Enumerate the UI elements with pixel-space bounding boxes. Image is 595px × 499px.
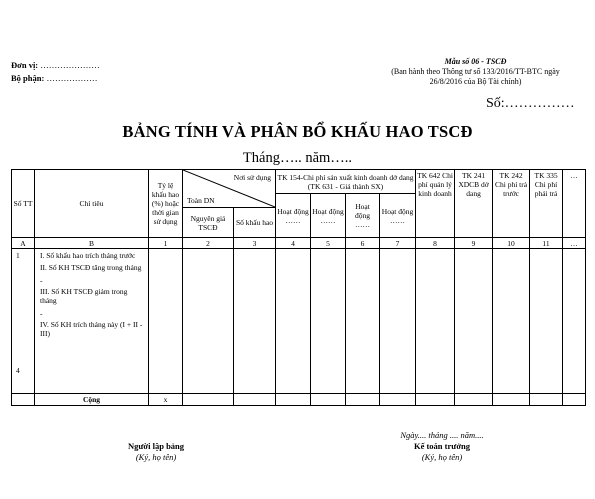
col-code: 9 [455,238,493,249]
col-code: A [12,238,35,249]
col-code: B [35,238,149,249]
table-cell [530,394,563,406]
row-numbers [12,249,35,394]
table-cell [493,249,530,394]
header-hoat-dong-2: Hoạt động …… [311,194,346,238]
table-cell [12,394,35,406]
table-cell [346,249,380,394]
header-ty-le: Tỷ lệ khấu hao (%) hoặc thời gian sử dụng [149,170,183,238]
accountant-signature [372,430,512,463]
col-code: 8 [416,238,455,249]
row-number-1: 1 [16,251,20,260]
header-tk242: TK 242 Chi phí trả trước [493,170,530,238]
table-cell [149,249,183,394]
table-cell [455,394,493,406]
col-code: 2 [183,238,234,249]
header-tk335: TK 335 Chi phí phải trả [530,170,563,238]
preparer-signature [96,441,216,463]
table-cell [380,249,416,394]
col-code: 4 [276,238,311,249]
form-note-1: (Ban hành theo Thông tư số 133/2016/TT-BTC ngày [391,67,560,76]
col-code: 1 [149,238,183,249]
unit-dots: ………………… [38,60,100,70]
col-code: 5 [311,238,346,249]
row-number-4: 4 [16,366,20,375]
table-cell [183,249,234,394]
form-info [368,57,583,87]
table-cell [346,394,380,406]
row-dash: - [40,276,43,285]
column-code-row [12,238,586,249]
row-item-1: I. Số khấu hao trích tháng trước [40,251,136,260]
table-cell [276,394,311,406]
table-cell [183,394,234,406]
depreciation-table [11,169,586,406]
form-note-2: 26/8/2016 của Bộ Tài chính) [429,77,522,86]
header-toan-dn: Toàn DN [187,196,215,205]
header-extra: … [563,170,586,238]
col-code: 11 [530,238,563,249]
unit-line [11,60,100,70]
accountant-sign-hint: (Ký, họ tên) [421,452,463,462]
header-hoat-dong-1: Hoạt động …… [276,194,311,238]
table-cell [234,249,276,394]
total-row [12,394,586,406]
total-x: x [149,394,183,406]
table-cell [563,394,586,406]
row-items [35,249,149,394]
col-code: 3 [234,238,276,249]
document-number: Số:…………… [486,96,575,111]
header-noi-su-dung-cell [183,170,276,208]
dept-dots: ……………… [44,73,98,83]
row-item-3: III. Số KH TSCĐ giảm trong tháng [40,287,128,305]
header-so-khau-hao: Số khấu hao [234,208,276,238]
date-line: Ngày.... tháng .... năm.... [400,430,484,440]
table-cell [380,394,416,406]
table-cell [530,249,563,394]
table-cell [455,249,493,394]
header-hoat-dong-3: Hoạt động …… [346,194,380,238]
header-nguyen-gia: Nguyên giá TSCĐ [183,208,234,238]
table-cell [311,249,346,394]
table-body-row [12,249,586,394]
table-cell [416,394,455,406]
preparer-sign-hint: (Ký, họ tên) [135,452,177,462]
header-tk154: TK 154-Chi phí sản xuất kinh doanh dở dang (TK 631 - Giá thành SX) [276,170,416,194]
table-cell [276,249,311,394]
table-cell [493,394,530,406]
col-code: 7 [380,238,416,249]
table-cell [563,249,586,394]
table-cell [234,394,276,406]
row-item-2: II. Số KH TSCĐ tăng trong tháng [40,263,142,272]
page-title: BẢNG TÍNH VÀ PHÂN BỔ KHẤU HAO TSCĐ [122,122,473,141]
unit-label: Đơn vị: [11,60,39,70]
header-chi-tieu: Chỉ tiêu [35,170,149,238]
period-line: Tháng….. năm….. [242,150,353,166]
header-noi-su-dung: Nơi sử dụng [233,173,271,182]
row-item-4: IV. Số KH trích tháng này (I + II - III) [40,320,143,338]
header-tk642: TK 642 Chi phí quản lý kinh doanh [416,170,455,238]
dept-line [11,73,97,83]
col-code: 6 [346,238,380,249]
form-number: Mẫu số 06 - TSCĐ [444,57,507,66]
col-code: 10 [493,238,530,249]
row-dash: - [40,309,43,318]
dept-label: Bộ phận: [11,73,45,83]
total-label: Cộng [35,394,149,406]
col-code: … [563,238,586,249]
preparer-title: Người lập bảng [127,441,185,451]
table-cell [311,394,346,406]
header-tk241: TK 241 XDCB dở dang [455,170,493,238]
table-cell [416,249,455,394]
header-hoat-dong-4: Hoạt động …… [380,194,416,238]
header-so-tt: Số TT [12,170,35,238]
accountant-title: Kế toán trưởng [413,441,471,451]
